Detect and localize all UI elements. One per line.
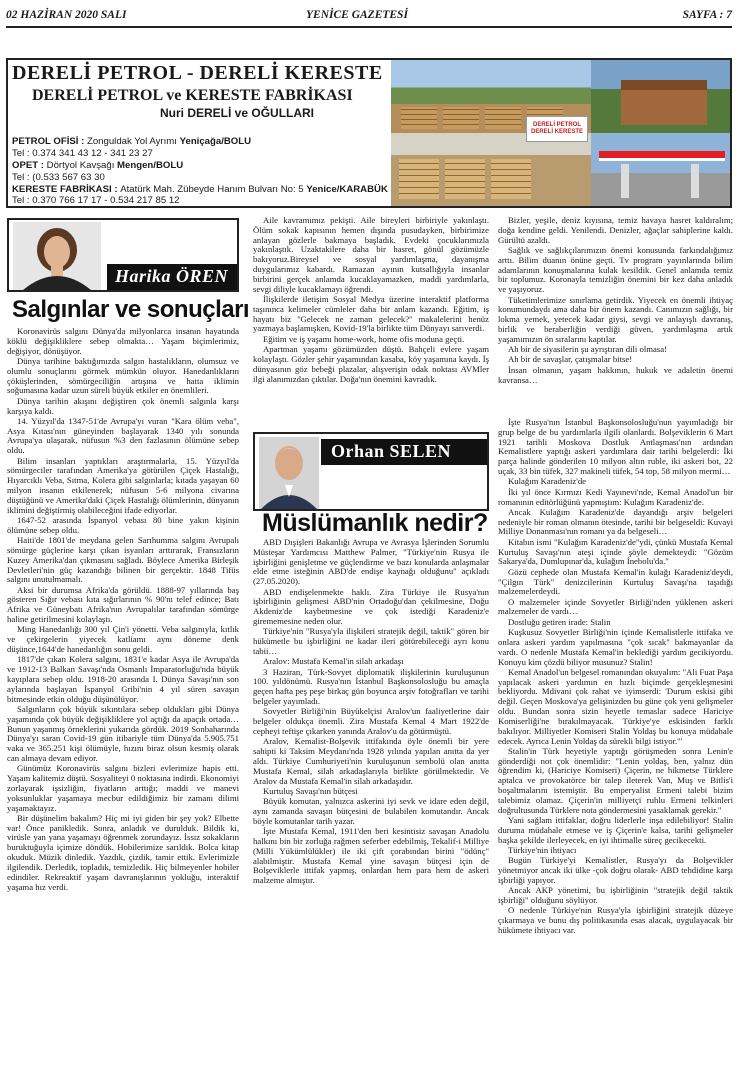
author-portrait (13, 222, 101, 290)
gas-station-photo (591, 133, 732, 206)
paragraph: O malzemeler içinde Sovyetler Birliği'nden yüklenen askeri malzemeler de vardı… (498, 596, 733, 617)
paragraph: 14. Yüzyıl'da 1347-51'de Avrupa'yı vuran "Kara ölüm veba", Asya Kıtası'nın güneyinden başlayarak 1340 yılı sonunda Avrupa'ya ulaşarak, nüfusun %3 den fazlasının ölümüne sebep oldu. (7, 415, 239, 456)
paragraph: Eğitim ve iş yaşamı home-work, home ofis moduna geçti. (263, 333, 465, 344)
paragraph: Bizler, yeşile, deniz kıyısına, temiz havaya hasret kaldıralım; doğa kendine geldi. Yenilendi. Denizler, ağaçlar sahiplerine kaldı. Gürültü azaldı. (498, 215, 733, 245)
paragraph: Aksi bir durumsa Afrika'da görüldü. 1888-97 yıllarında baş gösteren Sığır vebası kıta sığırlarının % 90'nı telef edince; Batı Afrika ve Güneybatı Afrika'nın Avrupalılar tarafından sömürge haline getirilmesini kolaylaştı. (7, 584, 239, 625)
paragraph: 3 Haziran, Türk-Sovyet diplomatik ilişkilerinin kuruluşunun 100. yıldönümü. Rusya'nın İstanbul Başkonsolosluğu bu amaçla geçen hafta peş peşe birkaç gün boyunca arşiv fotoğrafları ve tarihi belgeler yayımladı. (253, 666, 489, 706)
paragraph: Bir düşünelim bakalım? Hiç mi iyi giden bir şey yok? Elbette var! Önce panikledik. Sonra, anladık ve durulduk. Bildik ki, virüsle yan yana yaşamayı öğrenmek zorundayız. İssız sokakların buruktuğuyla içimize döndük. Hobilerimize sarıldık. Bolca kitap okuduk. Müzik dinledik. Yazdık, çizdik, tamir ettik. Evlerimizle ilgilendik. Derledik, topladık, temizledik. Hiç bilmeyenler hobiler edindiler. Rekreaktif yaşam davranışlarının yokluğu, interaktif yaşama hız verdi. (7, 812, 239, 892)
paragraph: İşte Rusya'nın İstanbul Başkonsolosluğu'nun yayımladığı bir grup belge de bu yardımlarla ilgili olanlardı. Bolşeviklerin 6 Mart 1921 tarihli Moskova Dostluk Antlaşması'nın ardından Kemalistlere yaptığı askeri yardımlara dair tarihi belgelerdi: İki parça halinde gönderilen 10 milyon altın ruble, iki askeri bot, 22 uçak, 33 bin tüfek, 327 makineli tüfek, 54 top, 58 milyon mermi… (498, 417, 733, 477)
paragraph: Büyük komutan, yalnızca askerini iyi sevk ve idare eden değil, aynı zamanda savaşın bütçesini de bulabilen komutandır. Ancak böyle komutanlar tarih yazar. (253, 796, 489, 826)
article1-headline: Salgınlar ve sonuçları (12, 296, 250, 323)
paragraph: 1817'de çıkan Kolera salgını, 1831'e kadar Asya ile Avrupa'da ve 1912-13 Balkan Savaşı'nda Osmanlı İmparatorluğu'nda büyük kayıplara sebep oldu. 1918-20 arasında I. Dünya Savaşı'nın son aylarında başlayan İspanyol Gribi'nin 4 yıl süren savaşın bitmesinde etkin olduğu düşünülüyor. (7, 654, 239, 704)
wooden-house-photo (591, 60, 732, 133)
ad-owner: Nuri DERELİ ve OĞULLARI (160, 106, 315, 120)
paragraph: 1647-52 arasında İspanyol vebası 80 bine yakın kişinin ölümüne sebep oldu. (7, 514, 239, 535)
article2-column2 (253, 538, 489, 886)
author-name-bar (321, 439, 487, 465)
author-box-harika (7, 218, 239, 292)
paragraph: Ah bir de savaşlar, çatışmalar bitse! (508, 354, 633, 365)
article1-column2 (253, 216, 489, 385)
paragraph: Kuşkusuz Sovyetler Birliği'nin içinde Kemalistlerle ittifaka ve onlara askeri yardım yapılmasına "çok sıcak" bakmayanlar da vardı. O nedenle Mustafa Kemal'in beklediği yardım gecikiyordu. Konuyu kim çözdü biliyor musunuz? Stalin! (498, 627, 733, 667)
paragraph: İşte Mustafa Kemal, 1911'den beri kesintisiz savaşan Anadolu halkını bin bir zorluğa rağmen seferber edebilmiş, Tekalif-i Milliye (Milli Yükümlülükler) ile iki çift çorabından birini "ödünç" alabilmiştir. Mustafa Kemal yine savaşın bütçesi için de Bolşeviklerle ittifak yapmış, onlardan hem para hem de askeri malzeme almıştır. (253, 826, 489, 886)
paragraph: O nedenle Türkiye'nin Rusya'yla işbirliğini stratejik düzeye çıkarmaya ve bunu dış politikasında esas alacak, uygulayacak bir hükümete ihtiyacı var. (498, 905, 733, 935)
paragraph: Kemal Anadol'un belgesel romanından okuyalım: "Ali Fuat Paşa yapılacak askeri yardımın en hızlı biçimde gerçekleşmesini bekliyordu. Mdivani çok rahat ve iyimserdi: 'Durum eskisi gibi değil. Geçen Moskova'ya gelişinizden bu güne çok yeni gelişmeler oldu. Bundan sonra sizin heyetle temaslar sadece Hariciye Komiserliği'ne bırakılmayacak. Türkiye'ye eskisinden farklı bakılıyor. Milliyetler Komiseri Stalin Yoldaş bu konuya müdahale edecek. Ayrıca Lenin Yoldaş da sürekli bilgi istiyor.'" (498, 666, 733, 746)
paragraph: Dostluğu getiren irade: Stalin (508, 616, 611, 627)
article1-column3 (498, 216, 733, 386)
author-name: Harika ÖREN (115, 266, 229, 286)
company-logo: DERELİ PETROL DERELİ KERESTE (526, 116, 588, 142)
ad-line: Tel : (0.533 567 63 30 (12, 172, 105, 183)
paragraph: Türkiye'nin "Rusya'yla ilişkileri stratejik değil, taktik" gören bir hükümetle bu işbirliğini ne kadar ileri götürebileceği ayrı konu tabii… (253, 626, 489, 656)
paragraph: Dünya tarihine baktığımızda salgın hastalıkların, olumsuz ve olumlu sonuçlarını görmek mümkün oluyor. Hanedanlıkların çöküşlerinden, sömürgeciliğin artışına ve hatta iklimin soğumasına kadar uzun süreli büyük etkiler en önemlileri. (7, 355, 239, 396)
timber-stack-photo (391, 133, 591, 206)
article2-headline: Müslümanlık nedir? (262, 509, 488, 537)
masthead (6, 6, 732, 28)
author-name: Orhan SELEN (331, 441, 452, 461)
ad-title: DERELİ PETROL - DERELİ KERESTE (12, 62, 383, 84)
author-name-bar (107, 264, 237, 290)
author-portrait (259, 437, 319, 509)
page-number: SAYFA : 7 (682, 9, 732, 21)
paragraph: Ancak AKP yönetimi, bu işbirliğinin "stratejik değil taktik işbirliği" olduğunu söylüyor. (498, 885, 733, 905)
ad-subtitle: DERELİ PETROL ve KERESTE FABRİKASI (32, 87, 353, 104)
paragraph: Stalin'in Türk heyetiyle yaptığı görüşmeden sonra Lenin'e gönderdiği not çok önemlidir: "Lenin yoldaş, ben, yalnız dün öğrendim ki, (Hariciye Komiseri) Çiçerin, ne hikmetse Türklere aptalca ve provokatörce bir talep ileterek Van, Muş ve Bitlis'i boşaltmalarını istemiştir. Bu emperyalist Ermeni talebi bizim talebimiz olamaz. Çiçerin'in milliyetçi ruhlu Ermeni telkinleri doğrultusunda Türklere nota göndermesini yasaklamak gerekir." (498, 745, 733, 815)
advertisement (6, 58, 732, 208)
paragraph: Kulağım Karadeniz'de (508, 476, 587, 487)
paragraph: Günümüz Koronavirüs salgını bizleri evlerimize hapis etti. Yaşam kalitemiz düştü. Sosyaliteyi 0 noktasına indirdi. Ekonomiyi zorlayarak işsizliğin, fiyatların arttığı; maddi ve manevi yoksunluklar yaşamaya mecbur edildiğimiz bir zamanı dilimi yaşamaktayız. (7, 763, 239, 813)
issue-date: 02 HAZİRAN 2020 SALI (6, 9, 127, 21)
author-box-orhan (253, 432, 489, 511)
paragraph: Tüketimlerimize sınırlama getirdik. Yiyecek en önemli ihtiyaç konumundaydı ama daha bir önem kazandı. Canımızın sağlığı, bir lokma yemek, yetecek kadar giysi, sevgi ve anlayışlı davranış, birlik ve beraberliğin verdiği güven, yardımlaşma artık yaşamımızın ön sıralarını kaptılar. (498, 294, 733, 344)
paragraph: Bugün Türkiye'yi Kemalistler, Rusya'yı da Bolşevikler yönetmiyor ancak iki ülke -çok doğru olarak- ABD tehdidine karşı işbirliği yapıyor. (498, 855, 733, 885)
article1-column1 (7, 327, 239, 893)
paragraph: Bilim insanları yaptıkları araştırmalarla, 15. Yüzyıl'da sömürgeciler tarafından Amerika'ya götürülen Çiçek Hastalığı, Hıyarcıklı Veba, Sıtma, Kolera gibi salgınlarla; kıtada yaşayan 60 milyon insanın etkilenerek; nüfusun 5-6 milyona civarına düştüğünü ve Amerika'daki Çiçek Hastalığı ölümlerinin, dünyanın iklimini değiştirmiş olabileceğini ifade ediyorlar. (7, 455, 239, 515)
paragraph: İki yıl önce Kırmızı Kedi Yayınevi'nde, Kemal Anadol'un bir romanının editörlüğünü yapmıştım: Kulağım Karadeniz'de. (498, 486, 733, 507)
paragraph: Salgınların çok büyük sıkıntılara sebep oldukları gibi Dünya yaşamında çok büyük değişikliklere yol açtığı da apaçık ortada… Bunun yaşanmış örneklerini yukarıda gördük. 2019 Sonbaharında Dünya'yı saran Covid-19 gün itibariyle tüm Dünya'da 5.905.751 vaka ve 365.251 kişi ölümüyle, hızını biraz olsun kesmiş olarak can almaya devam ediyor. (7, 703, 239, 763)
article2-column3 (498, 418, 733, 936)
paragraph: Koronavirüs salgını Dünya'da milyonlarca insanın hayatında köklü değişikliklere sebep olmakta… Yaşam biçimlerimiz, değişiyor, dönüşüyor. (7, 326, 239, 356)
paragraph: ABD endişelenmekte haklı. Zira Türkiye ile Rusya'nın işbirliğinin gelişmesi ABD'nin Ortadoğu'dan çekilmesine, Doğu Akdeniz'de kaybetmesine ve çok istediği Karadeniz'e girememesine neden olur. (253, 586, 489, 626)
ad-photo-collage (391, 60, 732, 206)
paragraph: Haiti'de 1801'de meydana gelen Sarıhumma salgını Avrupalı sömürge güçlerine karşı çıkan isyanları arttırarak, Fransızların Kuzey Amerika'dan çıkmasını sağladı. Böylece Amerika Birleşik Devletleri'nin güç kazandığı bilinen bir gerçektir. 1848 Tifüs salgını unutulmamalı. (7, 535, 239, 585)
paragraph: Sovyetler Birliği'nin Büyükelçisi Aralov'un faaliyetlerine dair belgeler oldukça önemli. Zira Mustafa Kemal 4 Mart 1922'de cepheyi teftişe çıkarken yanında Aralov'u da götürmüştü. (253, 706, 489, 736)
paragraph: Ming Hanedanlığı 300 yıl Çin'i yönetti. Veba salgınıyla, kıtlık ve çekirgelerin yiyecek katliamı aynı döneme denk düşünce,1644'de hanedanlığın sonu geldi. (7, 624, 239, 654)
ad-text-block (8, 60, 390, 206)
paragraph: Yani sağlam ittifaklar, doğru liderlerle inşa edilebiliyor! Stalin duruma müdahale etmese ve iş Çiçerin'e kalsa, tarihi gelişmeler başka şekilde ilerleyecek, en iyi ihtimalle süreç gecikecekti. (498, 815, 733, 845)
paragraph: Kurtuluş Savaşı'nın bütçesi (263, 785, 358, 796)
paragraph: Sağlık ve sağlıkçılarımızın önemi konusunda farkındalığımız arttı. Bilim duanın önüne geçti. Tv program yayınlarında bilim adamlarının konuşmalarına kulak kesildik. Genel anlamda temiz bir toplumuz. Koronayla temizliğin önemini bir kez daha anladık ve yaşıyoruz. (498, 244, 733, 295)
paragraph: ABD Dışişleri Bakanlığı Avrupa ve Avrasya İşlerinden Sorumlu Müsteşar Yardımcısı Matthew Palmer, "Türkiye'nin Rusya ile işbirliğini genişletme ve güçlendirme ve bazı konularda anlaşmalar elde etme isteğinin ABD'de endişe kaynağı olduğunu" açıkladı (27.05.2020). (253, 537, 489, 587)
paragraph: Aile kavramımız pekişti. Aile bireyleri birbiriyle yakınlaştı. Ölüm sokak kapısının hemen dışında pusudayken, birbirimize anlayan gözlerle bakmaya başladık. Evdeki çocuklarımızla yakınlaştık. Uzaktakilere daha bir hasret, gönül gözümüzle bakıyoruz.Bireysel ve sosyal yardımlaşma, dayanışma duygularımız kabardı. Ramazan ayının kutsallığıyla insanlar birbirini gerçek anlamda kucaklayamazken, maddi yardımlarla, sevgi diliyle kucaklamayı öğrendi. (253, 215, 489, 294)
paragraph: İlişkilerde iletişim Sosyal Medya üzerine interaktif platforma taşınınca kelimeler cümleler daha bir anlam kazandı. Eğitim, iş hayatı biz ''Gelecek ne zaman gelecek?'' makalelerini henüz yazmaya başlamışken, Kovid-19'la birlikte tüm Dünyayı sarıverdi. (253, 294, 489, 334)
ad-line: KERESTE FABRİKASI : Atatürk Mah. Zübeyde Hanım Bulvarı No: 5 Yenice/KARABÜK (12, 184, 388, 195)
paragraph: Ah bir de siyasilerin şu ayrıştıran dili olmasa! (508, 344, 667, 355)
paragraph: Gözü cephede olan Mustafa Kemal'in kulağı Karadeniz'deydi, "Çilgın Türk" denizcilerinin Kurtuluş Savaşı'na taşıdığı malzemelerdeydi. (498, 566, 733, 597)
paragraph: İnsan olmanın, yaşam hakkının, hukuk ve adaletin önemi kavransa… (498, 364, 733, 385)
paragraph: Ancak Kulağım Karadeniz'de dayandığı arşiv belgeleri nedeniyle bir roman olmanın ötesinde, tarihi bir belgeseldi: Kuvayi Milliye Donanması'nın romanı ya da belgeseli… (498, 506, 733, 537)
newspaper-name: YENİCE GAZETESİ (306, 9, 408, 21)
paragraph: Türkiye'nin ihtiyacı (508, 844, 577, 855)
paragraph: Dünya tarihin akışını değiştiren çok önemli salgınla karşı karşıya kaldı. (7, 395, 239, 416)
paragraph: Kitabın ismi "Kulağım Karadeniz'de"ydi, çünkü Mustafa Kemal Kurtuluş Savaşı'nın ateşi içinde şöyle demekteydi: "Gözüm Sakarya'da, Dumlupınar'da, kulağım İnebolu'da." (498, 536, 733, 567)
paragraph: Aralov: Mustafa Kemal'in silah arkadaşı (263, 656, 404, 667)
ad-line: Tel : 0.374 341 43 12 - 341 23 27 (12, 148, 153, 159)
ad-line: Tel : 0.370 766 17 17 - 0.534 217 85 12 (12, 195, 180, 206)
ad-line: PETROL OFİSİ : Zonguldak Yol Ayrımı Yeniçağa/BOLU (12, 136, 252, 147)
ad-line: OPET : Dörtyol Kavşağı Mengen/BOLU (12, 160, 184, 171)
paragraph: Apartman yaşamı gözümüzden düştü. Bahçeli evlere yaşam kolaylaştı. Gözler şehir yaşamından kasaba, köy yaşamına kaydı. İş dünyasının göz bebeği plazalar, alışverişin odak noktası AVMler ilgi alanımızdan çıktılar. Doğa'nın önemini kavradık. (253, 344, 489, 384)
paragraph: Aralov, Kemalist-Bolşevik ittifakında öyle önemli bir yere sahipti ki Taksim Meydanı'nda 1928 yılında yapılan anıtta da yer aldı. Türkiye Cumhuriyeti'nin kuruluşunun sembolü olan anıtta Mustafa Kemal, silah arkadaşlarıyla birlikte görülmektedir. Ve Aralov da Mustafa Kemal'in silah arkadaşıdır. (253, 736, 489, 786)
